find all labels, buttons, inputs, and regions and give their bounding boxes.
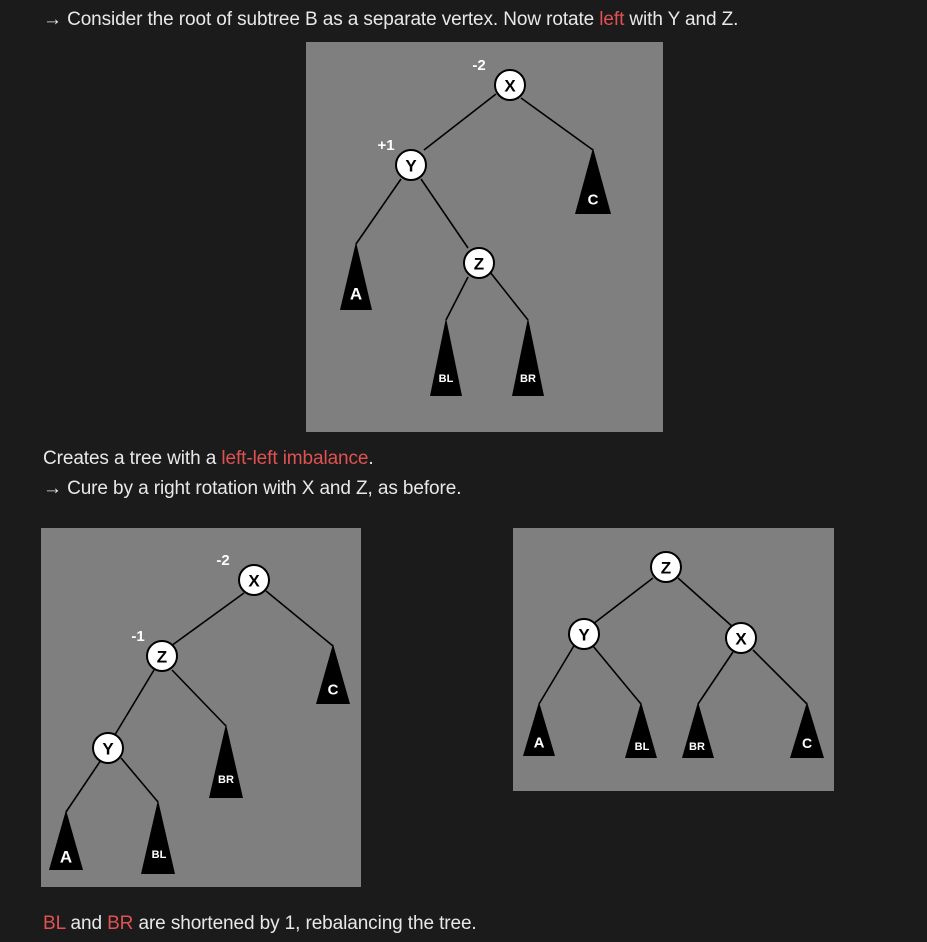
highlight-left-left-imbalance: left-left imbalance [221, 448, 369, 469]
edge-y-bl [593, 646, 641, 704]
highlight-left: left [599, 9, 625, 30]
subtree-c-label: C [801, 735, 813, 751]
highlight-bl: BL [43, 913, 66, 934]
edge-x-c [266, 591, 333, 646]
edge-z-br [172, 670, 226, 726]
subtree-c-label: C [327, 681, 339, 699]
cure-right-rotation-note [43, 477, 461, 501]
conclusion-text-suffix: are shortened by 1, rebalancing the tree. [133, 913, 477, 934]
subtree-bl [141, 800, 175, 874]
node-z-label: Z [660, 558, 672, 578]
subtree-bl-label: BL [634, 741, 650, 753]
subtree-a-label: A [533, 734, 545, 752]
subtree-a-label: A [59, 847, 73, 867]
edge-z-y [593, 578, 653, 624]
node-x-label: X [248, 571, 260, 591]
edge-x-c [753, 650, 807, 704]
subtree-a-label: A [349, 284, 363, 304]
edge-z-br [490, 272, 528, 320]
edge-z-y [113, 670, 154, 738]
edge-x-z [171, 593, 244, 646]
node-y-balance: +1 [377, 137, 395, 154]
node-x-label: X [735, 629, 747, 649]
cure-text: → Cure by a right rotation with X and Z, as before. [43, 478, 462, 499]
tree-diagram-after-right-rotation [513, 528, 834, 791]
edge-x-y [424, 94, 496, 150]
subtree-br-label: BR [520, 373, 536, 385]
edge-x-br [698, 652, 733, 704]
tree-diagram-svg [41, 528, 361, 887]
edge-z-bl [446, 277, 468, 320]
edge-y-bl [121, 758, 158, 802]
edge-z-x [678, 578, 734, 628]
tree-diagram-left-left-imbalance [41, 528, 361, 887]
subtree-br-label: BR [689, 741, 705, 753]
edge-y-a [539, 644, 575, 704]
subtree-c-label: C [587, 191, 599, 209]
edge-y-a [66, 760, 101, 812]
tree-diagram-before-left-rotation [306, 42, 663, 432]
note-text: Creates a tree with a [43, 448, 222, 469]
instruction-text: → Consider the root of subtree B as a separate vertex. Now rotate [43, 9, 600, 30]
node-x-label: X [504, 76, 516, 96]
node-z-balance: -1 [131, 628, 145, 645]
subtree-br [209, 724, 243, 798]
instruction-rotate-left [43, 8, 738, 32]
subtree-bl-label: BL [438, 373, 454, 385]
highlight-br: BR [107, 913, 134, 934]
tree-diagram-svg [513, 528, 834, 791]
edge-x-c [521, 98, 593, 150]
instruction-text-suffix: with Y and Z. [624, 9, 739, 30]
node-x-balance: -2 [472, 57, 486, 74]
subtree-bl-label: BL [151, 849, 167, 861]
node-y-label: Y [102, 739, 114, 759]
edge-y-a [356, 179, 401, 244]
note-text-suffix: . [368, 448, 374, 469]
node-z-label: Z [473, 254, 485, 274]
rebalance-conclusion [43, 912, 477, 936]
edge-y-z [421, 179, 468, 248]
node-y-label: Y [405, 156, 417, 176]
tree-diagram-svg [306, 42, 663, 432]
node-x-balance: -2 [216, 552, 230, 569]
node-y-label: Y [578, 625, 590, 645]
left-left-imbalance-note [43, 447, 374, 471]
node-z-label: Z [156, 647, 168, 667]
subtree-br-label: BR [218, 774, 234, 786]
conclusion-text-and: and [65, 913, 108, 934]
